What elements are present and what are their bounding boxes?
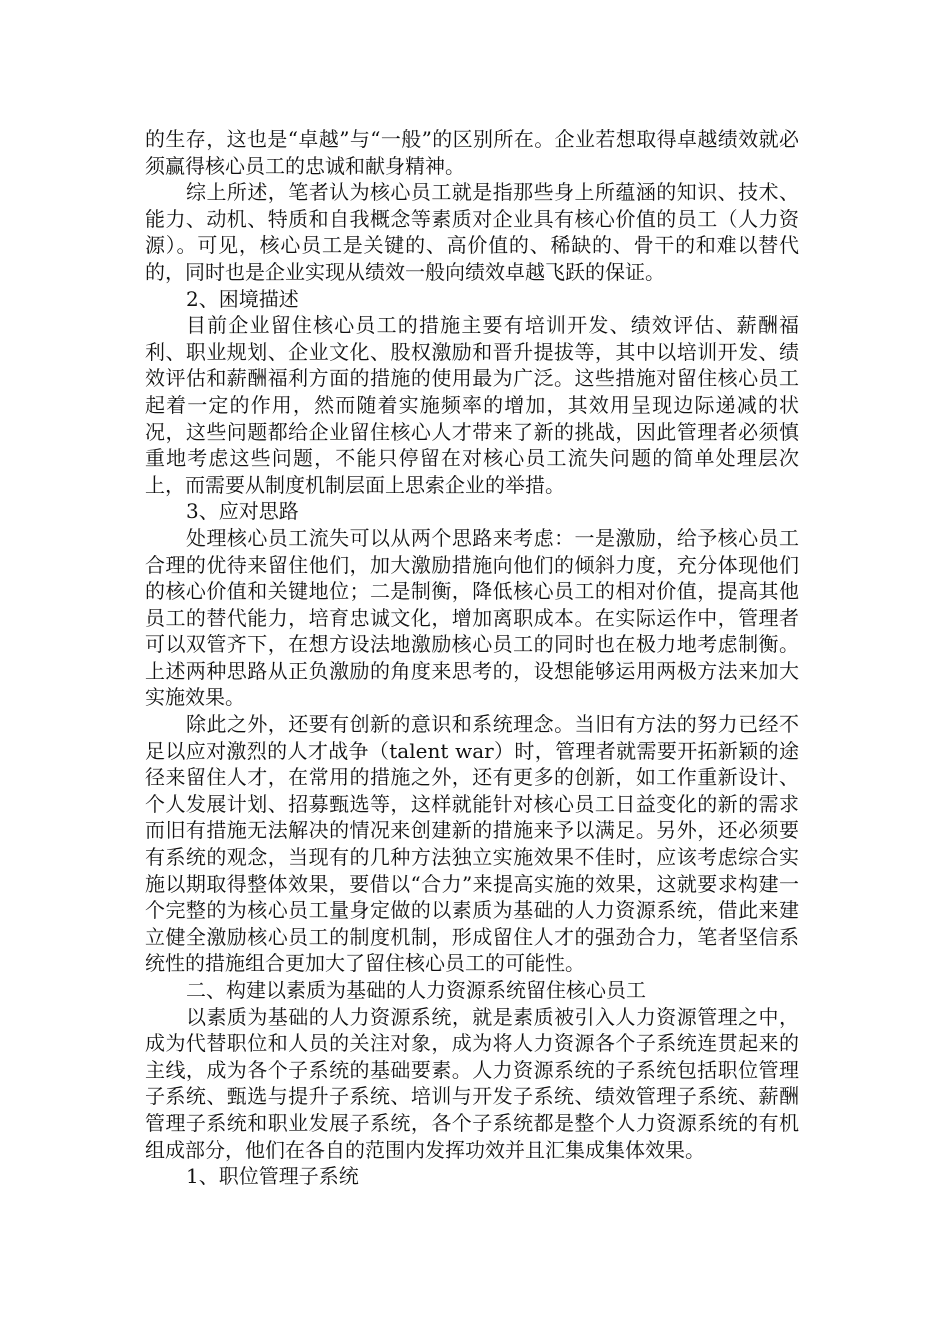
paragraph-approach: 处理核心员工流失可以从两个思路来考虑：一是激励，给予核心员工合理的优待来留住他们，加大激励措施向他们的倾斜力度，充分体现他们的核心价值和关键地位；二是制衡，降低核心员工的相对价值，提高其他员工的替代能力，培育忠诚文化，增加离职成本。在实际运作中，管理者可以双管齐下，在想方设法地激励核心员工的同时也在极力地考虑制衡。上述两种思路从正负激励的角度来思考的，设想能够运用两极方法来加大实施效果。 [145,525,799,710]
document-body [145,126,799,1190]
paragraph-dilemma: 目前企业留住核心员工的措施主要有培训开发、绩效评估、薪酬福利、职业规划、企业文化、股权激励和晋升提拔等，其中以培训开发、绩效评估和薪酬福利方面的措施的使用最为广泛。这些措施对留住核心员工起着一定的作用，然而随着实施频率的增加，其效用呈现边际递减的状况，这些问题都给企业留住核心人才带来了新的挑战，因此管理者必须慎重地考虑这些问题，不能只停留在对核心员工流失问题的简单处理层次上，而需要从制度机制层面上思索企业的举措。 [145,313,799,497]
paragraph-summary: 综上所述，笔者认为核心员工就是指那些身上所蕴涵的知识、技术、能力、动机、特质和自我概念等素质对企业具有核心价值的员工（人力资源）。可见，核心员工是关键的、高价值的、稀缺的、骨干的和难以替代的，同时也是企业实现从绩效一般向绩效卓越飞跃的保证。 [145,180,799,284]
paragraph-system: 以素质为基础的人力资源系统，就是素质被引入人力资源管理之中，成为代替职位和人员的关注对象，成为将人力资源各个子系统连贯起来的主线，成为各个子系统的基础要素。人力资源系统的子系统包括职位管理子系统、甄选与提升子系统、培训与开发子系统、绩效管理子系统、薪酬管理子系统和职业发展子系统，各个子系统都是整个人力资源系统的有机组成部分，他们在各自的范围内发挥功效并且汇集成集体效果。 [145,1004,799,1162]
paragraph-continuation: 的生存，这也是“卓越”与“一般”的区别所在。企业若想取得卓越绩效就必须赢得核心员工的忠诚和献身精神。 [145,127,799,178]
section-heading-system: 二、构建以素质为基础的人力资源系统留住核心员工 [186,978,646,1002]
section-heading-dilemma: 2、困境描述 [186,286,299,311]
paragraph-innovation: 除此之外，还要有创新的意识和系统理念。当旧有方法的努力已经不足以应对激烈的人才战争（talent war）时，管理者就需要开拓新颖的途径来留住人才，在常用的措施之外，还有更多的创新，如工作重新设计、个人发展计划、招募甄选等，这样就能针对核心员工日益变化的新的需求而旧有措施无法解决的情况来创建新的措施来予以满足。另外，还必须要有系统的观念，当现有的几种方法独立实施效果不佳时，应该考虑综合实施以期取得整体效果，要借以“合力”来提高实施的效果，这就要求构建一个完整的为核心员工量身定做的以素质为基础的人力资源系统，借此来建立健全激励核心员工的制度机制，形成留住人才的强劲合力，笔者坚信系统性的措施组合更加大了留住核心员工的可能性。 [145,712,799,976]
section-heading-approach: 3、应对思路 [186,499,299,524]
section-heading-position-management: 1、职位管理子系统 [186,1164,359,1189]
